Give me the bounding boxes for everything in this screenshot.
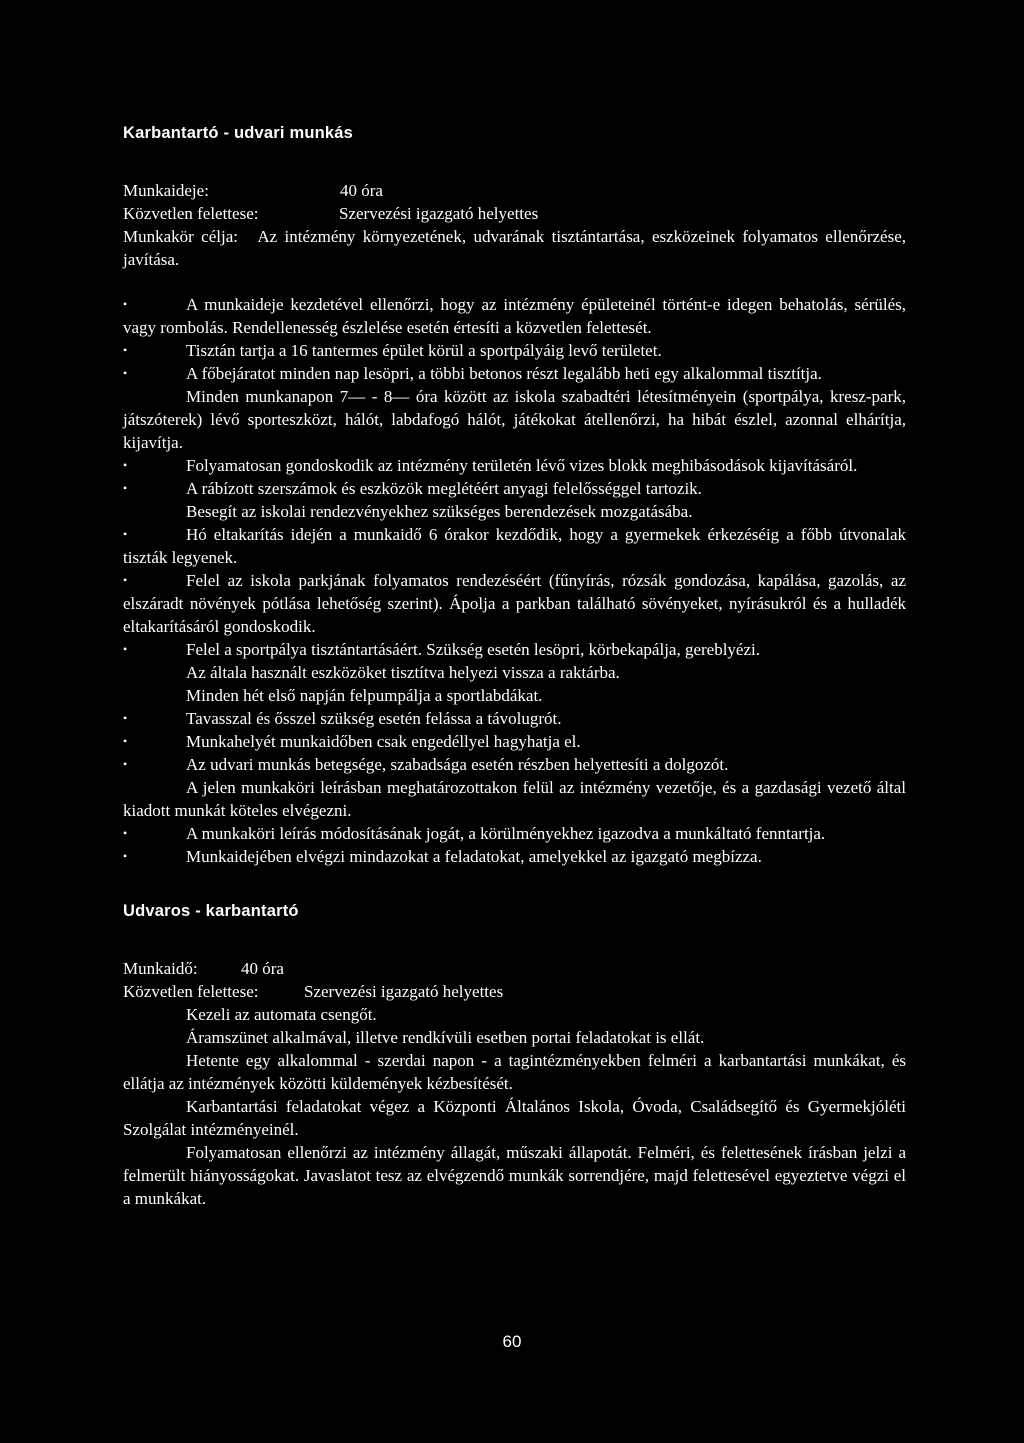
duty-item: Minden munkanapon 7— - 8— óra között az iskola szabadtéri létesítményein (sportpálya, kresz-park, játszóterek) lévő sporteszközt, hálót, labdafogó hálót, játékokat átellenőrzi, ha hibát észlel, azonnal elhárítja, kijavítja. [123, 387, 906, 452]
page-number: 60 [502, 1332, 522, 1351]
superior-row [123, 202, 906, 225]
duty-item: • Tisztán tartja a 16 tantermes épület körül a sportpályáig levő területet. [123, 339, 906, 362]
section-title-udvaros: Udvaros - karbantartó [123, 902, 299, 920]
hours-row [123, 957, 906, 980]
goal-row [123, 225, 906, 271]
duty-item: • Munkahelyét munkaidőben csak engedéllyel hagyhatja el. [123, 730, 906, 753]
hours-row [123, 179, 906, 202]
superior-row [123, 980, 906, 1003]
superior-label: Közvetlen felettese: [123, 204, 259, 223]
superior-label: Közvetlen felettese: [123, 982, 259, 1001]
duty-item: • Felel az iskola parkjának folyamatos rendezéséért (fűnyírás, rózsák gondozása, kapálása, gazolás, az elszáradt növények pótlása lehetőség szerint). Ápolja a parkban található sövényeket, nyírásukról és a hulladék eltakarításáról gondoskodik. [123, 569, 906, 638]
hours-label: Munkaidő: [123, 959, 198, 978]
duty-item: Az általa használt eszközöket tisztítva helyezi vissza a raktárba. [186, 663, 620, 682]
hours-value: 40 óra [241, 959, 284, 978]
duty-item: Folyamatosan ellenőrzi az intézmény állagát, műszaki állapotát. Felméri, és felettesének írásban jelzi a felmerült hiányosságokat. Javaslatot tesz az elvégzendő munkák sorrendjére, majd felettesével egyeztetve végzi el a munkákat. [123, 1143, 906, 1208]
goal-value: Az intézmény környezetének, udvarának tisztántartása, eszközeinek folyamatos ellenőrzése, javítása. [123, 227, 907, 269]
duty-item: • Az udvari munkás betegsége, szabadsága esetén részben helyettesíti a dolgozót. [123, 753, 906, 776]
duty-item: A jelen munkaköri leírásban meghatározottakon felül az intézmény vezetője, és a gazdasági vezető által kiadott munkát köteles elvégezni. [123, 778, 906, 820]
duty-item: • A rábízott szerszámok és eszközök meglétéért anyagi felelősséggel tartozik. [123, 477, 906, 500]
section-title-karbantarto: Karbantartó - udvari munkás [123, 124, 354, 142]
duty-item: • A munkaideje kezdetével ellenőrzi, hogy az intézmény épületeinél történt-e idegen behatolás, sérülés, vagy rombolás. Rendellenesség észlelése esetén értesíti a közvetlen felettesét. [123, 293, 906, 339]
duty-item: Minden hét első napján felpumpálja a sportlabdákat. [186, 686, 543, 705]
duty-item: • A munkaköri leírás módosításának jogát, a körülményekhez igazodva a munkáltató fenntartja. [123, 822, 906, 845]
duty-item: • Folyamatosan gondoskodik az intézmény területén lévő vizes blokk meghibásodások kijavításáról. [123, 454, 906, 477]
goal-label: Munkakör célja: [123, 227, 238, 246]
duty-item: • Tavasszal és ősszel szükség esetén felássa a távolugrót. [123, 707, 906, 730]
hours-label: Munkaideje: [123, 181, 209, 200]
duty-item: Kezeli az automata csengőt. [186, 1005, 377, 1024]
duty-item: Áramszünet alkalmával, illetve rendkívüli esetben portai feladatokat is ellát. [186, 1028, 705, 1047]
superior-value: Szervezési igazgató helyettes [304, 982, 504, 1001]
document-body [123, 122, 906, 1210]
superior-value: Szervezési igazgató helyettes [339, 204, 539, 223]
duty-item: Karbantartási feladatokat végez a Központi Általános Iskola, Óvoda, Családsegítő és Gyermekjóléti Szolgálat intézményeinél. [123, 1097, 906, 1139]
hours-value: 40 óra [340, 181, 383, 200]
duty-item: • Hó eltakarítás idején a munkaidő 6 órakor kezdődik, hogy a gyermekek érkezéséig a főbb útvonalak tiszták legyenek. [123, 523, 906, 569]
duty-item: Besegít az iskolai rendezvényekhez szükséges berendezések mozgatásába. [186, 502, 693, 521]
duty-item: Hetente egy alkalommal - szerdai napon - a tagintézményekben felméri a karbantartási munkákat, és ellátja az intézmények közötti küldemények kézbesítését. [123, 1051, 906, 1093]
duty-item: • Felel a sportpálya tisztántartásáért. Szükség esetén lesöpri, körbekapálja, gereblyézi. [123, 638, 906, 661]
duty-item: • Munkaidejében elvégzi mindazokat a feladatokat, amelyekkel az igazgató megbízza. [123, 845, 906, 868]
duty-item: • A főbejáratot minden nap lesöpri, a többi betonos részt legalább heti egy alkalommal tisztítja. [123, 362, 906, 385]
